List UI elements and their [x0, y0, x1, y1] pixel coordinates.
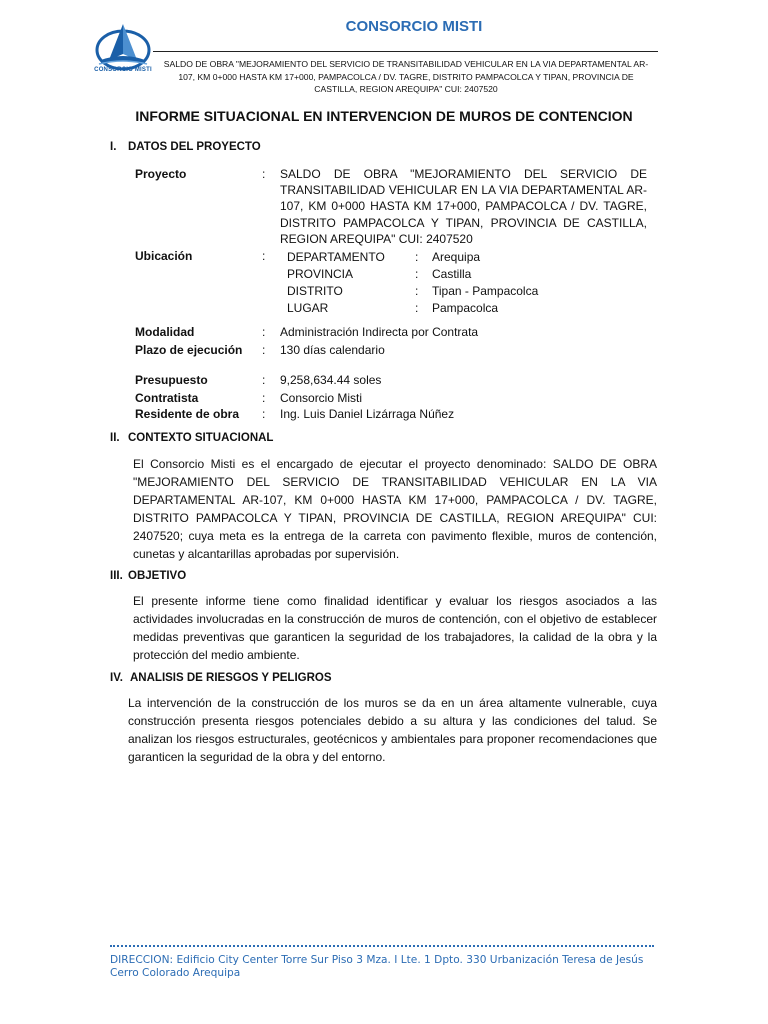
section-number: I.	[110, 141, 117, 153]
plazo-value: 130 días calendario	[280, 343, 385, 357]
section-title: OBJETIVO	[128, 570, 187, 582]
residente-label: Residente de obra	[135, 407, 240, 421]
field-colon: :	[262, 373, 266, 387]
location-key: DISTRITO	[287, 284, 343, 298]
section-number: II.	[110, 432, 120, 444]
section-number: IV.	[110, 672, 124, 684]
plazo-label: Plazo de ejecución	[135, 343, 243, 357]
logo-text: CONSORCIO MISTI	[94, 67, 152, 73]
section-heading-contexto	[110, 432, 273, 444]
location-value: Arequipa	[432, 250, 481, 264]
proyecto-value: SALDO DE OBRA "MEJORAMIENTO DEL SERVICIO DE TRANSITABILIDAD VEHICULAR EN LA VIA DEPARTAMENTAL AR-107, KM 0+000 HASTA KM 17+000, PAMPACOLCA / DV. TAGRE, DISTRITO PAMPACOLCA Y TIPAN, PROVINCIA DE CASTILLA, REGION AREQUIPA" CUI: 2407520	[280, 167, 647, 246]
location-value: Tipan - Pampacolca	[432, 284, 539, 298]
modalidad-value: Administración Indirecta por Contrata	[280, 325, 479, 339]
section-heading-datos	[110, 141, 261, 153]
presupuesto-label: Presupuesto	[135, 373, 208, 387]
section-title: CONTEXTO SITUACIONAL	[128, 432, 274, 444]
header-divider	[153, 51, 658, 52]
presupuesto-value: 9,258,634.44 soles	[280, 373, 382, 387]
proyecto-label: Proyecto	[135, 167, 187, 181]
location-value: Castilla	[432, 267, 472, 281]
section-heading-analisis	[110, 672, 332, 684]
field-colon: :	[262, 325, 266, 339]
location-value: Pampacolca	[432, 301, 499, 315]
section-number: III.	[110, 570, 123, 582]
field-colon: :	[415, 250, 419, 264]
field-colon: :	[262, 343, 266, 357]
section-heading-objetivo	[110, 570, 186, 582]
contratista-value: Consorcio Misti	[280, 391, 363, 405]
field-colon: :	[262, 391, 266, 405]
footer-address: DIRECCION: Edificio City Center Torre Sur Piso 3 Mza. I Lte. 1 Dpto. 330 Urbanización Teresa de Jesús Cerro Colorado Arequipa	[110, 954, 644, 979]
residente-value: Ing. Luis Daniel Lizárraga Núñez	[280, 407, 455, 421]
field-colon: :	[415, 301, 419, 315]
ubicacion-label: Ubicación	[135, 249, 193, 263]
company-name: CONSORCIO MISTI	[345, 18, 483, 35]
field-colon: :	[415, 284, 419, 298]
location-key: LUGAR	[287, 301, 329, 315]
field-colon: :	[262, 249, 266, 263]
contexto-paragraph: El Consorcio Misti es el encargado de ejecutar el proyecto denominado: SALDO DE OBRA "MEJORAMIENTO DEL SERVICIO DE TRANSITABILIDAD VEHICULAR EN LA VIA DEPARTAMENTAL AR-107, KM 0+000 HASTA KM 17+000, PAMPACOLCA / DV. TAGRE, DISTRITO PAMPACOLCA Y TIPAN, PROVINCIA DE CASTILLA, REGION AREQUIPA" CUI: 2407520; cuya meta es la entrega de la carreta con pavimento flexible, muros de contención, cunetas y alcantarillas aprobadas por supervisión.	[133, 457, 657, 561]
section-title: ANALISIS DE RIESGOS Y PELIGROS	[130, 672, 332, 684]
field-colon: :	[262, 407, 266, 421]
analisis-paragraph: La intervención de la construcción de los muros se da en un área altamente vulnerable, cuya construcción presenta riesgos potenciales debido a su altura y las condiciones del talud. Se analizan los riesgos estructurales, geotécnicos y ambientales para proponer recomendaciones que garanticen la seguridad de la obra y del entorno.	[128, 696, 657, 764]
field-colon: :	[415, 267, 419, 281]
header-subtitle: SALDO DE OBRA "MEJORAMIENTO DEL SERVICIO DE TRANSITABILIDAD VEHICULAR EN LA VIA DEPARTAMENTAL AR-107, KM 0+000 HASTA KM 17+000, PAMPACOLCA / DV. TAGRE, DISTRITO PAMPACOLCA Y TIPAN, PROVINCIA DE CASTILLA, REGION AREQUIPA" CUI: 2407520	[163, 59, 649, 95]
field-colon: :	[262, 167, 266, 181]
location-key: DEPARTAMENTO	[287, 250, 385, 264]
modalidad-label: Modalidad	[135, 325, 195, 339]
location-key: PROVINCIA	[287, 267, 354, 281]
contratista-label: Contratista	[135, 391, 199, 405]
section-title: DATOS DEL PROYECTO	[128, 141, 261, 153]
document-title: INFORME SITUACIONAL EN INTERVENCION DE MUROS DE CONTENCION	[135, 108, 633, 124]
footer-divider	[110, 945, 654, 947]
objetivo-paragraph: El presente informe tiene como finalidad identificar y evaluar los riesgos asociados a las actividades involucradas en la construcción de muros de contención, con el objetivo de establecer medidas preventivas que garanticen la seguridad de los trabajadores, la calidad de la obra y la protección del medio ambiente.	[133, 594, 657, 662]
